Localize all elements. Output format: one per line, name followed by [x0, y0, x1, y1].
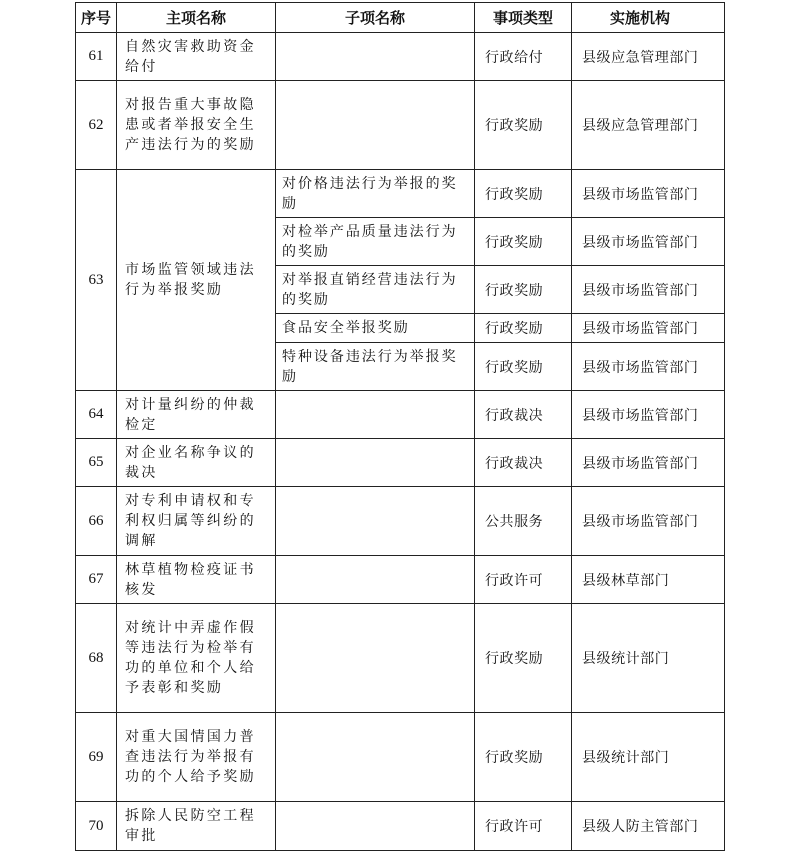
agency: 县级市场监管部门	[572, 391, 725, 439]
agency: 县级人防主管部门	[572, 802, 725, 851]
item-type: 行政奖励	[475, 266, 572, 314]
item-type: 行政许可	[475, 802, 572, 851]
main-item: 自然灾害救助资金给付	[117, 33, 276, 81]
table-row	[76, 713, 725, 802]
item-type: 行政奖励	[475, 713, 572, 802]
row-number: 66	[76, 487, 117, 556]
row-number: 68	[76, 604, 117, 713]
item-type: 行政奖励	[475, 314, 572, 343]
header-no: 序号	[76, 3, 117, 33]
items-table	[75, 2, 725, 851]
agency: 县级市场监管部门	[572, 343, 725, 391]
agency: 县级统计部门	[572, 713, 725, 802]
header-main: 主项名称	[117, 3, 276, 33]
sub-item-empty	[276, 604, 475, 713]
header-row	[76, 3, 725, 33]
main-item: 市场监管领域违法行为举报奖励	[117, 170, 276, 391]
main-item: 对统计中弄虚作假等违法行为检举有功的单位和个人给予表彰和奖励	[117, 604, 276, 713]
table-row	[76, 802, 725, 851]
agency: 县级市场监管部门	[572, 266, 725, 314]
agency: 县级市场监管部门	[572, 170, 725, 218]
sub-item-empty	[276, 391, 475, 439]
header-org: 实施机构	[572, 3, 725, 33]
main-item: 对计量纠纷的仲裁检定	[117, 391, 276, 439]
agency: 县级市场监管部门	[572, 439, 725, 487]
item-type: 行政奖励	[475, 218, 572, 266]
main-item: 对重大国情国力普查违法行为举报有功的个人给予奖励	[117, 713, 276, 802]
item-type: 行政奖励	[475, 170, 572, 218]
item-type: 行政给付	[475, 33, 572, 81]
row-number: 70	[76, 802, 117, 851]
main-item: 拆除人民防空工程审批	[117, 802, 276, 851]
item-type: 公共服务	[475, 487, 572, 556]
row-number: 67	[76, 556, 117, 604]
sub-item-empty	[276, 439, 475, 487]
sub-item-empty	[276, 713, 475, 802]
agency: 县级市场监管部门	[572, 314, 725, 343]
sub-item: 特种设备违法行为举报奖励	[276, 343, 475, 391]
row-number: 61	[76, 33, 117, 81]
sub-item-empty	[276, 81, 475, 170]
table-row	[76, 556, 725, 604]
table-row	[76, 170, 725, 218]
table-row	[76, 81, 725, 170]
header-sub: 子项名称	[276, 3, 475, 33]
main-item: 对专利申请权和专利权归属等纠纷的调解	[117, 487, 276, 556]
agency: 县级统计部门	[572, 604, 725, 713]
item-type: 行政奖励	[475, 81, 572, 170]
main-item: 林草植物检疫证书核发	[117, 556, 276, 604]
table-row	[76, 487, 725, 556]
agency: 县级市场监管部门	[572, 487, 725, 556]
item-type: 行政奖励	[475, 604, 572, 713]
agency: 县级市场监管部门	[572, 218, 725, 266]
row-number: 69	[76, 713, 117, 802]
row-number: 65	[76, 439, 117, 487]
header-type: 事项类型	[475, 3, 572, 33]
item-type: 行政裁决	[475, 391, 572, 439]
agency: 县级应急管理部门	[572, 81, 725, 170]
sub-item: 对价格违法行为举报的奖励	[276, 170, 475, 218]
row-number: 62	[76, 81, 117, 170]
item-type: 行政奖励	[475, 343, 572, 391]
main-item: 对企业名称争议的裁决	[117, 439, 276, 487]
table-row	[76, 604, 725, 713]
sub-item-empty	[276, 556, 475, 604]
row-number: 64	[76, 391, 117, 439]
table-row	[76, 33, 725, 81]
sub-item: 对举报直销经营违法行为的奖励	[276, 266, 475, 314]
table-row	[76, 391, 725, 439]
sub-item: 对检举产品质量违法行为的奖励	[276, 218, 475, 266]
table-row	[76, 439, 725, 487]
sub-item: 食品安全举报奖励	[276, 314, 475, 343]
sub-item-empty	[276, 802, 475, 851]
item-type: 行政许可	[475, 556, 572, 604]
agency: 县级林草部门	[572, 556, 725, 604]
agency: 县级应急管理部门	[572, 33, 725, 81]
row-number: 63	[76, 170, 117, 391]
sub-item-empty	[276, 33, 475, 81]
item-type: 行政裁决	[475, 439, 572, 487]
main-item: 对报告重大事故隐患或者举报安全生产违法行为的奖励	[117, 81, 276, 170]
sub-item-empty	[276, 487, 475, 556]
